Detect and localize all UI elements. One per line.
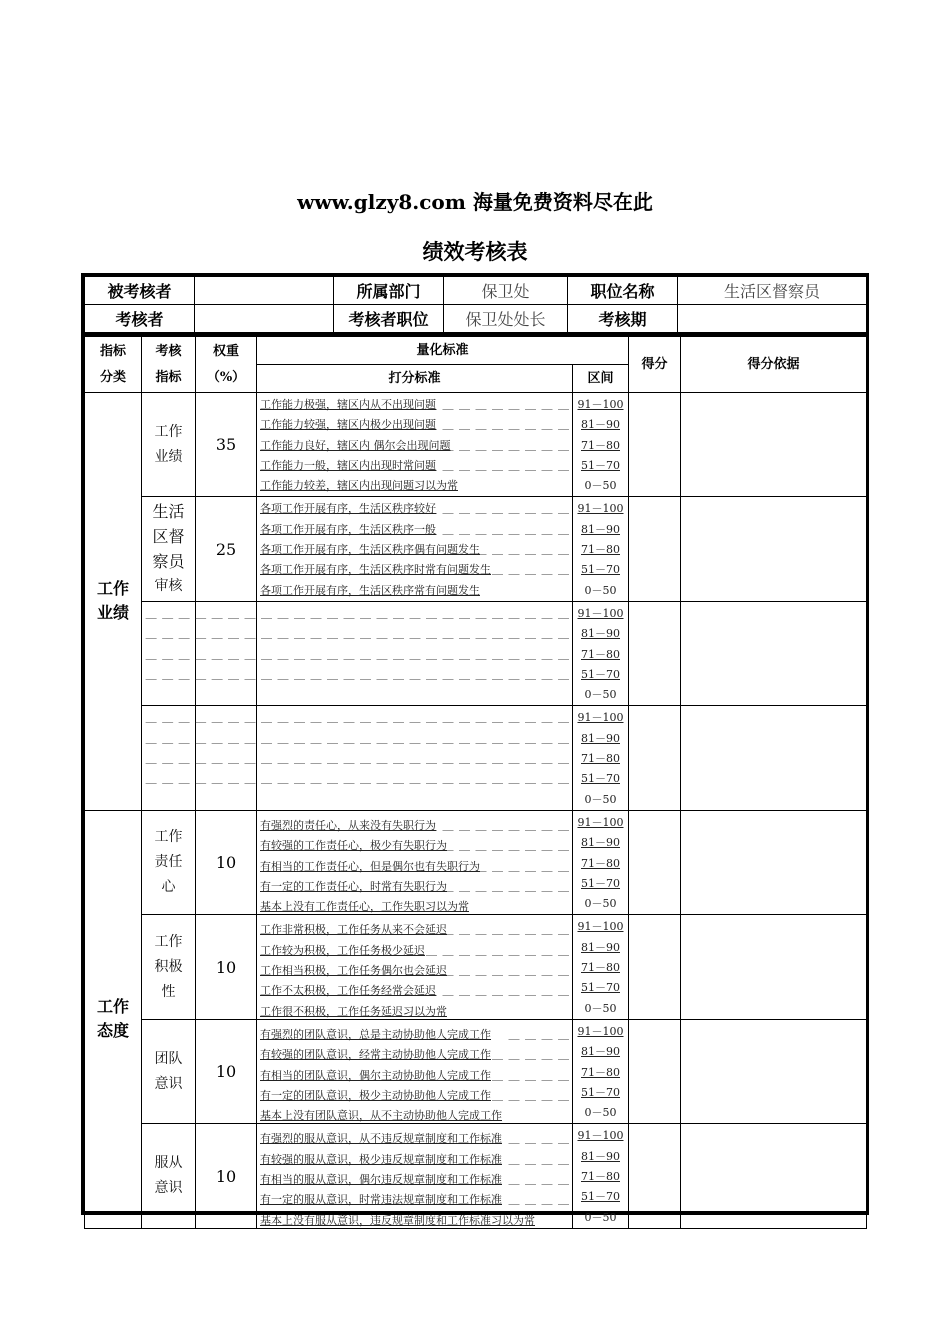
weight-column-header: 权重 （%） xyxy=(196,337,257,393)
standard-line: 基本上没有团队意识，从不主动协助他人完成工作 xyxy=(260,1109,502,1123)
score-input-cell[interactable] xyxy=(629,706,681,810)
weight-cell: 10 xyxy=(196,810,257,914)
range-value: 71－80 xyxy=(581,961,620,975)
range-value: 81－90 xyxy=(581,627,620,641)
fill-dash-line: ＿ ＿ ＿ ＿ ＿ ＿ ＿ ＿ ＿ ＿ ＿ ＿ ＿ ＿ ＿ ＿ ＿ ＿ ＿ ＿ ＿ ＿ ＿ ＿ ＿ ＿ xyxy=(145,772,570,786)
weight-cell: 10 xyxy=(196,1124,257,1228)
range-column-header: 区间 xyxy=(573,365,629,393)
fill-dash-line: ＿ ＿ ＿ ＿ ＿ ＿ ＿ ＿ ＿ ＿ ＿ ＿ ＿ ＿ ＿ ＿ ＿ ＿ ＿ ＿ ＿ ＿ ＿ ＿ ＿ ＿ xyxy=(145,606,570,620)
standard-line: 工作能力极强，辖区内从不出现问题 ＿ ＿ ＿ ＿ ＿ ＿ ＿ ＿ ＿ xyxy=(257,395,572,415)
range-value: 91－100 xyxy=(577,606,624,620)
fill-dash-line: ＿ ＿ ＿ ＿ ＿ ＿ ＿ ＿ ＿ xyxy=(426,502,570,516)
standard-line: 有强烈的服从意识，从不违反规章制度和工作标准 ＿ ＿ ＿ ＿ xyxy=(257,1126,572,1146)
standard-line: 工作很不积极，工作任务延迟习以为常 xyxy=(260,1004,447,1018)
range-value: 81－90 xyxy=(581,1045,620,1059)
scoring-standard-cell xyxy=(257,1124,573,1228)
range-value: 81－90 xyxy=(581,940,620,954)
range-value: 71－80 xyxy=(581,1169,620,1183)
basis-input-cell[interactable] xyxy=(681,601,867,705)
fill-dash-line: ＿ ＿ ＿ ＿ ＿ ＿ ＿ ＿ ＿ xyxy=(426,398,570,411)
scoring-standard-cell xyxy=(257,497,573,601)
assessor-field[interactable] xyxy=(195,305,334,333)
range-value: 0－50 xyxy=(584,792,617,806)
basis-input-cell[interactable] xyxy=(681,1019,867,1123)
weight-cell: 10 xyxy=(196,915,257,1019)
assessment-form xyxy=(81,273,869,1227)
assessor-label: 考核者 xyxy=(85,305,195,333)
weight-cell: 10 xyxy=(196,1019,257,1123)
score-input-cell[interactable] xyxy=(629,810,681,914)
range-value: 81－90 xyxy=(581,1149,620,1163)
fill-dash-line: ＿ ＿ ＿ ＿ xyxy=(508,1132,570,1146)
range-value: 0－50 xyxy=(584,897,617,911)
position-label: 职位名称 xyxy=(568,277,678,305)
standard-line: 各项工作开展有序，生活区秩序时常有问题发生 ＿ ＿ ＿ ＿ ＿ xyxy=(257,560,572,580)
header-row-2 xyxy=(85,305,867,333)
standard-line xyxy=(145,645,572,665)
standard-line xyxy=(145,665,572,685)
fill-dash-line: ＿ ＿ ＿ ＿ xyxy=(508,1193,570,1207)
standard-line: 各项工作开展有序，生活区秩序偶有问题发生 ＿ ＿ ＿ ＿ ＿ ＿ xyxy=(257,540,572,560)
criteria-table xyxy=(84,336,867,1229)
standard-line: 工作不太积极，工作任务经常会延迟 ＿ ＿ ＿ ＿ ＿ ＿ ＿ ＿ ＿ ＿ xyxy=(257,978,572,998)
standard-line xyxy=(145,769,572,789)
range-cell xyxy=(573,497,629,601)
score-input-cell[interactable] xyxy=(629,601,681,705)
range-value: 0－50 xyxy=(584,688,617,702)
range-value: 91－100 xyxy=(577,1129,624,1143)
criteria-row xyxy=(85,497,867,601)
indicator-cell: 工作 责任 心 xyxy=(142,810,196,914)
range-value: 91－100 xyxy=(577,920,624,934)
standard-line xyxy=(257,790,572,810)
category-cell: 工作 态度 xyxy=(85,810,142,1228)
standard-line xyxy=(145,708,572,728)
standard-line: 工作能力一般，辖区内出现时常问题 ＿ ＿ ＿ ＿ ＿ ＿ ＿ ＿ ＿ ＿ xyxy=(257,456,572,476)
range-value: 0－50 xyxy=(584,1001,617,1015)
standard-line: 有一定的服从意识，时常违法规章制度和工作标准 ＿ ＿ ＿ ＿ xyxy=(257,1187,572,1207)
fill-dash-line: ＿ ＿ ＿ ＿ ＿ ＿ ＿ ＿ ＿ xyxy=(426,839,570,853)
indicator-cell: 生活 区督 察员 审核 xyxy=(142,497,196,601)
standard-line xyxy=(145,604,572,624)
fill-dash-line: ＿ ＿ ＿ ＿ ＿ ＿ ＿ ＿ ＿ ＿ xyxy=(409,458,570,472)
score-column-header: 得分 xyxy=(629,337,681,393)
fill-dash-line: ＿ ＿ ＿ ＿ ＿ xyxy=(492,1048,570,1062)
column-header-row-1 xyxy=(85,337,867,365)
fill-dash-line: ＿ ＿ ＿ ＿ ＿ ＿ ＿ ＿ ＿ ＿ ＿ ＿ ＿ ＿ ＿ ＿ ＿ ＿ ＿ ＿ ＿ ＿ ＿ ＿ ＿ ＿ xyxy=(145,752,570,766)
weight-cell: 35 xyxy=(196,393,257,497)
range-value: 71－80 xyxy=(581,1065,620,1079)
standard-line: 有相当的团队意识，偶尔主动协助他人完成工作 ＿ ＿ ＿ ＿ ＿ xyxy=(257,1063,572,1083)
assessor-position-value: 保卫处处长 xyxy=(444,305,568,333)
department-value: 保卫处 xyxy=(444,277,568,305)
score-input-cell[interactable] xyxy=(629,1019,681,1123)
standard-line: 工作非常积极，工作任务从来不会延迟 ＿ ＿ ＿ ＿ ＿ ＿ ＿ ＿ xyxy=(257,917,572,937)
fill-dash-line: ＿ ＿ ＿ ＿ ＿ xyxy=(492,563,570,577)
range-cell xyxy=(573,915,629,1019)
indicator-cell: 团队 意识 xyxy=(142,1019,196,1123)
fill-dash-line: ＿ ＿ ＿ ＿ ＿ ＿ ＿ ＿ ＿ xyxy=(426,818,570,832)
basis-column-header: 得分依据 xyxy=(681,337,867,393)
fill-dash-line: ＿ ＿ ＿ ＿ xyxy=(508,1152,570,1166)
range-value: 0－50 xyxy=(584,479,617,493)
basis-input-cell[interactable] xyxy=(681,497,867,601)
period-label: 考核期 xyxy=(568,305,678,333)
range-cell xyxy=(573,1019,629,1123)
fill-dash-line: ＿ ＿ ＿ ＿ ＿ ＿ xyxy=(475,859,570,873)
fill-dash-line: ＿ ＿ ＿ ＿ ＿ ＿ ＿ ＿ ＿ ＿ ＿ ＿ ＿ ＿ ＿ ＿ ＿ ＿ ＿ ＿ ＿ ＿ ＿ ＿ ＿ ＿ xyxy=(145,711,570,725)
standard-line: 各项工作开展有序，生活区秩序一般 ＿ ＿ ＿ ＿ ＿ ＿ ＿ ＿ ＿ ＿ xyxy=(257,520,572,540)
range-value: 71－80 xyxy=(581,543,620,557)
standard-line: 有较强的团队意识，经常主动协助他人完成工作 ＿ ＿ ＿ ＿ ＿ xyxy=(257,1042,572,1062)
standard-line xyxy=(257,685,572,705)
range-cell xyxy=(573,1124,629,1228)
range-value: 0－50 xyxy=(584,1106,617,1120)
basis-input-cell[interactable] xyxy=(681,1124,867,1228)
standard-line: 有一定的团队意识，极少主动协助他人完成工作 ＿ ＿ ＿ ＿ ＿ xyxy=(257,1083,572,1103)
score-input-cell[interactable] xyxy=(629,915,681,1019)
range-value: 71－80 xyxy=(581,647,620,661)
range-value: 51－70 xyxy=(581,1085,620,1099)
scoring-standard-cell xyxy=(257,393,573,497)
fill-dash-line: ＿ ＿ ＿ ＿ ＿ ＿ ＿ ＿ ＿ ＿ ＿ ＿ ＿ ＿ ＿ ＿ ＿ ＿ ＿ ＿ ＿ ＿ ＿ ＿ ＿ ＿ xyxy=(145,667,570,681)
position-value: 生活区督察员 xyxy=(678,277,867,305)
range-value: 51－70 xyxy=(581,981,620,995)
standard-line: 工作能力较差，辖区内出现问题习以为常 xyxy=(260,479,458,493)
standard-line: 有较强的服从意识，极少违反规章制度和工作标准 ＿ ＿ ＿ ＿ xyxy=(257,1147,572,1167)
range-cell xyxy=(573,706,629,810)
weight-cell: 25 xyxy=(196,497,257,601)
scoring-standard-cell xyxy=(257,810,573,914)
fill-dash-line: ＿ ＿ ＿ ＿ ＿ ＿ ＿ ＿ ＿ xyxy=(426,879,570,893)
standard-line: 工作相当积极，工作任务偶尔也会延迟 ＿ ＿ ＿ ＿ ＿ ＿ ＿ ＿ ＿ xyxy=(257,958,572,978)
score-input-cell[interactable] xyxy=(629,497,681,601)
criteria-row xyxy=(85,1019,867,1123)
range-value: 91－100 xyxy=(577,1024,624,1038)
criteria-row xyxy=(85,1124,867,1228)
standard-line: 有强烈的责任心，从来没有失职行为 ＿ ＿ ＿ ＿ ＿ ＿ ＿ ＿ ＿ xyxy=(257,813,572,833)
criteria-row xyxy=(85,393,867,497)
basis-input-cell[interactable] xyxy=(681,810,867,914)
fill-dash-line: ＿ ＿ ＿ ＿ ＿ ＿ ＿ ＿ ＿ ＿ ＿ xyxy=(393,943,570,957)
fill-dash-line: ＿ ＿ ＿ ＿ ＿ ＿ ＿ ＿ ＿ ＿ ＿ ＿ ＿ ＿ ＿ ＿ ＿ ＿ ＿ ＿ ＿ ＿ ＿ ＿ ＿ ＿ xyxy=(145,647,570,661)
fill-dash-line: ＿ ＿ ＿ ＿ ＿ ＿ ＿ ＿ ＿ ＿ xyxy=(409,418,570,432)
scoring-standard-cell xyxy=(257,915,573,1019)
fill-dash-line: ＿ ＿ ＿ ＿ ＿ xyxy=(492,1068,570,1082)
range-value: 81－90 xyxy=(581,731,620,745)
standard-line: 各项工作开展有序，生活区秩序较好 ＿ ＿ ＿ ＿ ＿ ＿ ＿ ＿ ＿ xyxy=(257,499,572,519)
criteria-row xyxy=(85,601,867,705)
range-value: 0－50 xyxy=(584,583,617,597)
range-value: 81－90 xyxy=(581,836,620,850)
criteria-row xyxy=(85,810,867,914)
standard-line: 有较强的工作责任心，极少有失职行为 ＿ ＿ ＿ ＿ ＿ ＿ ＿ ＿ ＿ xyxy=(257,833,572,853)
standard-line: 基本上没有工作责任心，工作失职习以为常 xyxy=(260,900,469,914)
range-value: 71－80 xyxy=(581,438,620,452)
range-value: 51－70 xyxy=(581,458,620,472)
range-value: 51－70 xyxy=(581,1190,620,1204)
range-value: 91－100 xyxy=(577,398,624,411)
fill-dash-line: ＿ ＿ ＿ ＿ ＿ ＿ ＿ ＿ xyxy=(442,438,570,452)
standard-line xyxy=(145,729,572,749)
range-value: 51－70 xyxy=(581,667,620,681)
range-value: 71－80 xyxy=(581,856,620,870)
range-value: 51－70 xyxy=(581,563,620,577)
header-table xyxy=(84,276,867,333)
fill-dash-line: ＿ ＿ ＿ ＿ ＿ ＿ xyxy=(475,543,570,557)
standard-line xyxy=(145,624,572,644)
basis-input-cell[interactable] xyxy=(681,706,867,810)
range-cell xyxy=(573,601,629,705)
scoring-standard-cell xyxy=(145,706,573,810)
score-input-cell[interactable] xyxy=(629,393,681,497)
fill-dash-line: ＿ ＿ ＿ ＿ ＿ ＿ ＿ ＿ ＿ xyxy=(426,964,570,978)
indicator-cell: 服从 意识 xyxy=(142,1124,196,1228)
fill-dash-line: ＿ ＿ ＿ ＿ xyxy=(508,1172,570,1186)
criteria-row xyxy=(85,915,867,1019)
standard-line: 工作较为积极，工作任务极少延迟 ＿ ＿ ＿ ＿ ＿ ＿ ＿ ＿ ＿ ＿ ＿ xyxy=(257,938,572,958)
document-title: 绩效考核表 xyxy=(422,239,528,264)
assessor-position-label: 考核者职位 xyxy=(334,305,444,333)
fill-dash-line: ＿ ＿ ＿ ＿ ＿ ＿ ＿ ＿ ＿ ＿ ＿ ＿ ＿ ＿ ＿ ＿ ＿ ＿ ＿ ＿ ＿ ＿ ＿ ＿ ＿ ＿ xyxy=(145,627,570,641)
standard-line: 有一定的工作责任心，时常有失职行为 ＿ ＿ ＿ ＿ ＿ ＿ ＿ ＿ ＿ xyxy=(257,874,572,894)
range-value: 91－100 xyxy=(577,502,624,516)
standard-line: 各项工作开展有序，生活区秩序常有问题发生 xyxy=(260,583,480,597)
range-value: 81－90 xyxy=(581,522,620,536)
criteria-row xyxy=(85,706,867,810)
standard-line: 工作能力良好，辖区内 偶尔会出现问题 ＿ ＿ ＿ ＿ ＿ ＿ ＿ ＿ xyxy=(257,436,572,456)
range-value: 91－100 xyxy=(577,815,624,829)
range-value: 81－90 xyxy=(581,418,620,432)
category-cell: 工作 业绩 xyxy=(85,393,142,811)
range-value: 91－100 xyxy=(577,711,624,725)
fill-dash-line: ＿ ＿ ＿ ＿ xyxy=(508,1027,570,1041)
site-banner: www.glzy8.com 海量免费资料尽在此 xyxy=(297,190,653,214)
range-value: 0－50 xyxy=(584,1210,617,1224)
range-value: 71－80 xyxy=(581,752,620,766)
range-value: 51－70 xyxy=(581,772,620,786)
standard-line: 有相当的服从意识，偶尔违反规章制度和工作标准 ＿ ＿ ＿ ＿ xyxy=(257,1167,572,1187)
standard-line: 有相当的工作责任心，但是偶尔也有失职行为 ＿ ＿ ＿ ＿ ＿ ＿ xyxy=(257,854,572,874)
header-row-1 xyxy=(85,277,867,305)
quantified-standard-header: 量化标准 xyxy=(257,337,629,365)
fill-dash-line: ＿ ＿ ＿ ＿ ＿ xyxy=(492,1088,570,1102)
scoring-standard-cell xyxy=(257,1019,573,1123)
period-field[interactable] xyxy=(678,305,867,333)
indicator-column-header: 考核 指标 xyxy=(142,337,196,393)
range-cell xyxy=(573,393,629,497)
fill-dash-line: ＿ ＿ ＿ ＿ ＿ ＿ ＿ ＿ ＿ ＿ ＿ ＿ ＿ ＿ ＿ ＿ ＿ ＿ ＿ ＿ ＿ ＿ ＿ ＿ ＿ ＿ xyxy=(145,731,570,745)
basis-input-cell[interactable] xyxy=(681,915,867,1019)
fill-dash-line: ＿ ＿ ＿ ＿ ＿ ＿ ＿ ＿ ＿ ＿ xyxy=(409,984,570,998)
basis-input-cell[interactable] xyxy=(681,393,867,497)
category-column-header: 指标 分类 xyxy=(85,337,142,393)
fill-dash-line: ＿ ＿ ＿ ＿ ＿ ＿ ＿ ＿ ＿ ＿ xyxy=(409,522,570,536)
assessee-field[interactable] xyxy=(195,277,334,305)
fill-dash-line: ＿ ＿ ＿ ＿ ＿ ＿ ＿ ＿ xyxy=(442,923,570,937)
range-value: 51－70 xyxy=(581,876,620,890)
standard-line: 有强烈的团队意识，总是主动协助他人完成工作 ＿ ＿ ＿ ＿ xyxy=(257,1022,572,1042)
standard-line: 基本上没有服从意识，违反规章制度和工作标准习以为常 xyxy=(260,1213,535,1227)
scoring-standard-header: 打分标准 xyxy=(257,365,573,393)
range-cell xyxy=(573,810,629,914)
standard-line xyxy=(145,749,572,769)
standard-line: 工作能力较强，辖区内极少出现问题 ＿ ＿ ＿ ＿ ＿ ＿ ＿ ＿ ＿ ＿ xyxy=(257,415,572,435)
indicator-cell: 工作 业绩 xyxy=(142,393,196,497)
department-label: 所属部门 xyxy=(334,277,444,305)
indicator-cell: 工作 积极 性 xyxy=(142,915,196,1019)
score-input-cell[interactable] xyxy=(629,1124,681,1228)
assessee-label: 被考核者 xyxy=(85,277,195,305)
scoring-standard-cell xyxy=(145,601,573,705)
